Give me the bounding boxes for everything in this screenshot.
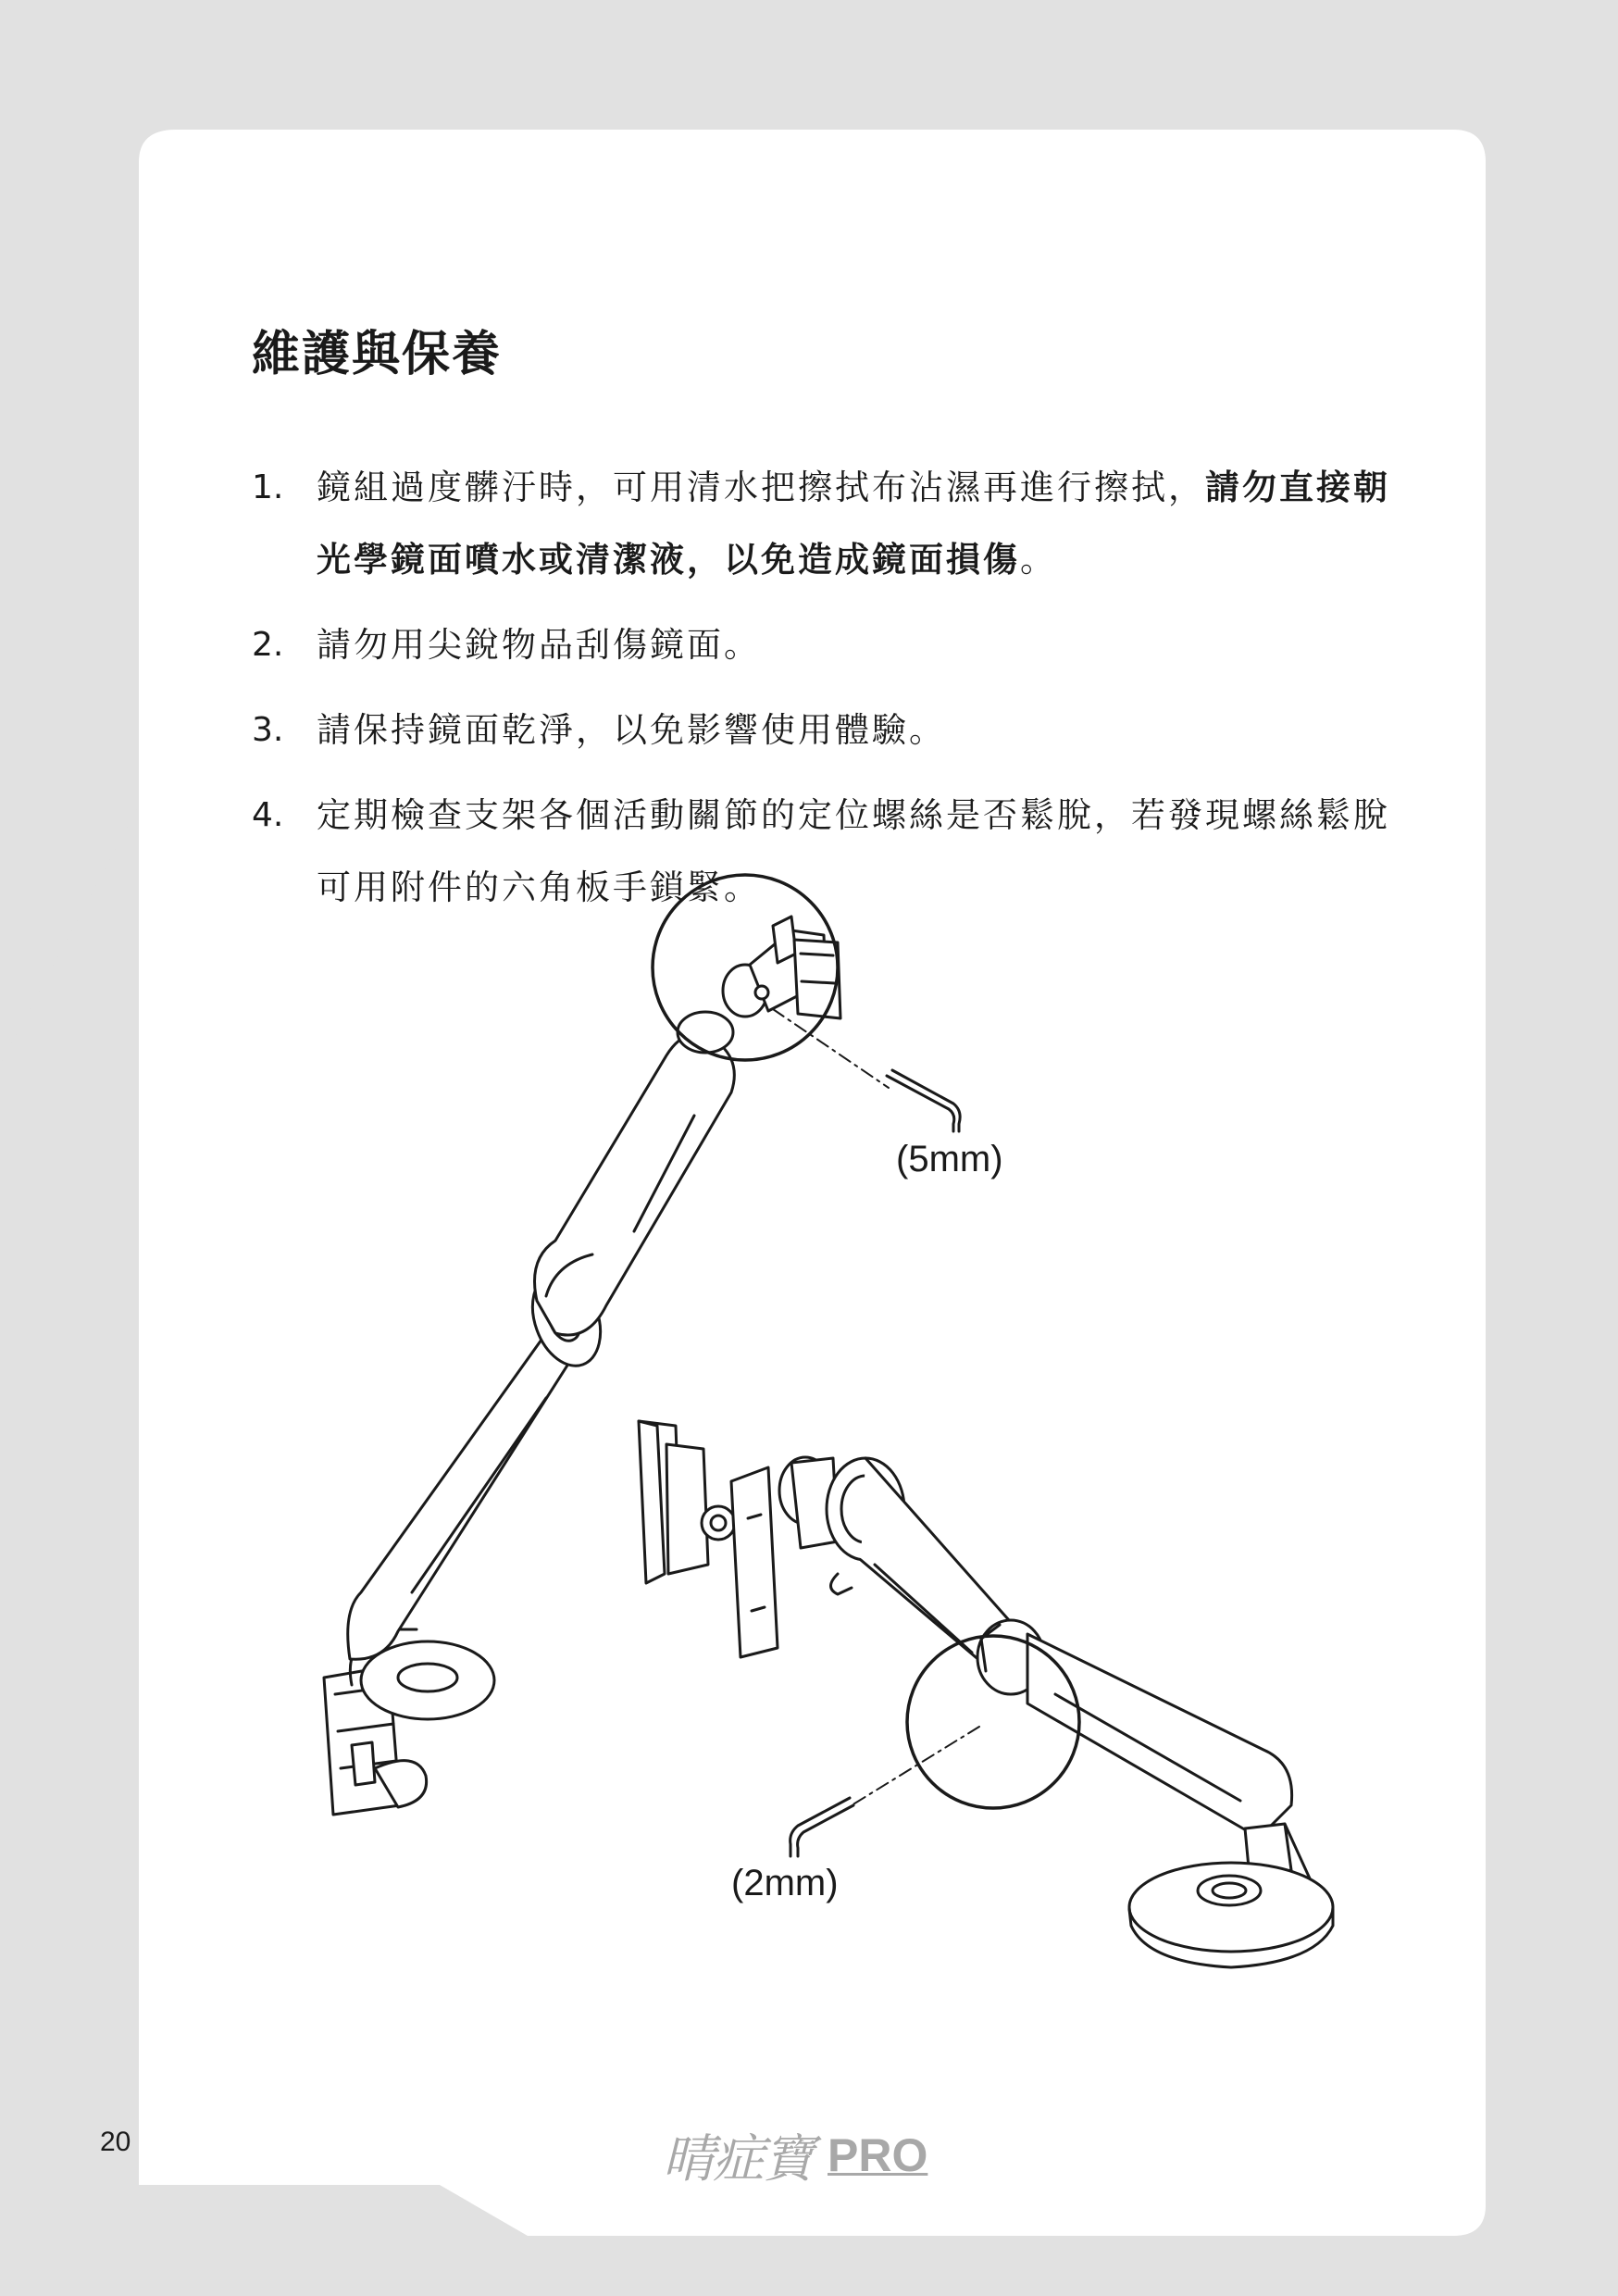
item-number: 1. bbox=[252, 468, 284, 506]
brand-logo-pro: PRO bbox=[828, 2129, 928, 2181]
item-text-normal: 鏡組過度髒汙時，可用清水把擦拭布沾濕再進行擦拭， bbox=[317, 468, 1205, 507]
page-title: 維護與保養 bbox=[252, 327, 503, 382]
hex-key-bottom bbox=[790, 1798, 853, 1856]
hex-key-label-2mm: (2mm) bbox=[731, 1863, 839, 1903]
item-number: 3. bbox=[252, 711, 284, 749]
item-text-warning: 請勿直接朝光學鏡面噴水或清潔液，以免造成鏡面損傷 bbox=[317, 468, 1390, 580]
hex-key-top bbox=[887, 1070, 960, 1131]
brand-logo-chinese: 晴症寶 bbox=[663, 2129, 813, 2190]
item-number: 4. bbox=[252, 796, 284, 834]
item-text: 請勿用尖銳物品刮傷鏡面。 bbox=[317, 625, 761, 665]
item-text: 請保持鏡面乾淨，以免影響使用體驗。 bbox=[317, 710, 946, 750]
item-text-end: 。 bbox=[1020, 540, 1057, 580]
page-number: 20 bbox=[100, 2127, 131, 2157]
item-text: 定期檢查支架各個活動關節的定位螺絲是否鬆脫，若發現螺絲鬆脫可用附件的六角板手鎖緊。 bbox=[317, 795, 1390, 907]
brand-logo bbox=[663, 2118, 927, 2192]
clamp-arm-drawing bbox=[324, 917, 840, 1815]
item-number: 2. bbox=[252, 626, 284, 664]
hex-key-label-5mm: (5mm) bbox=[896, 1139, 1003, 1179]
